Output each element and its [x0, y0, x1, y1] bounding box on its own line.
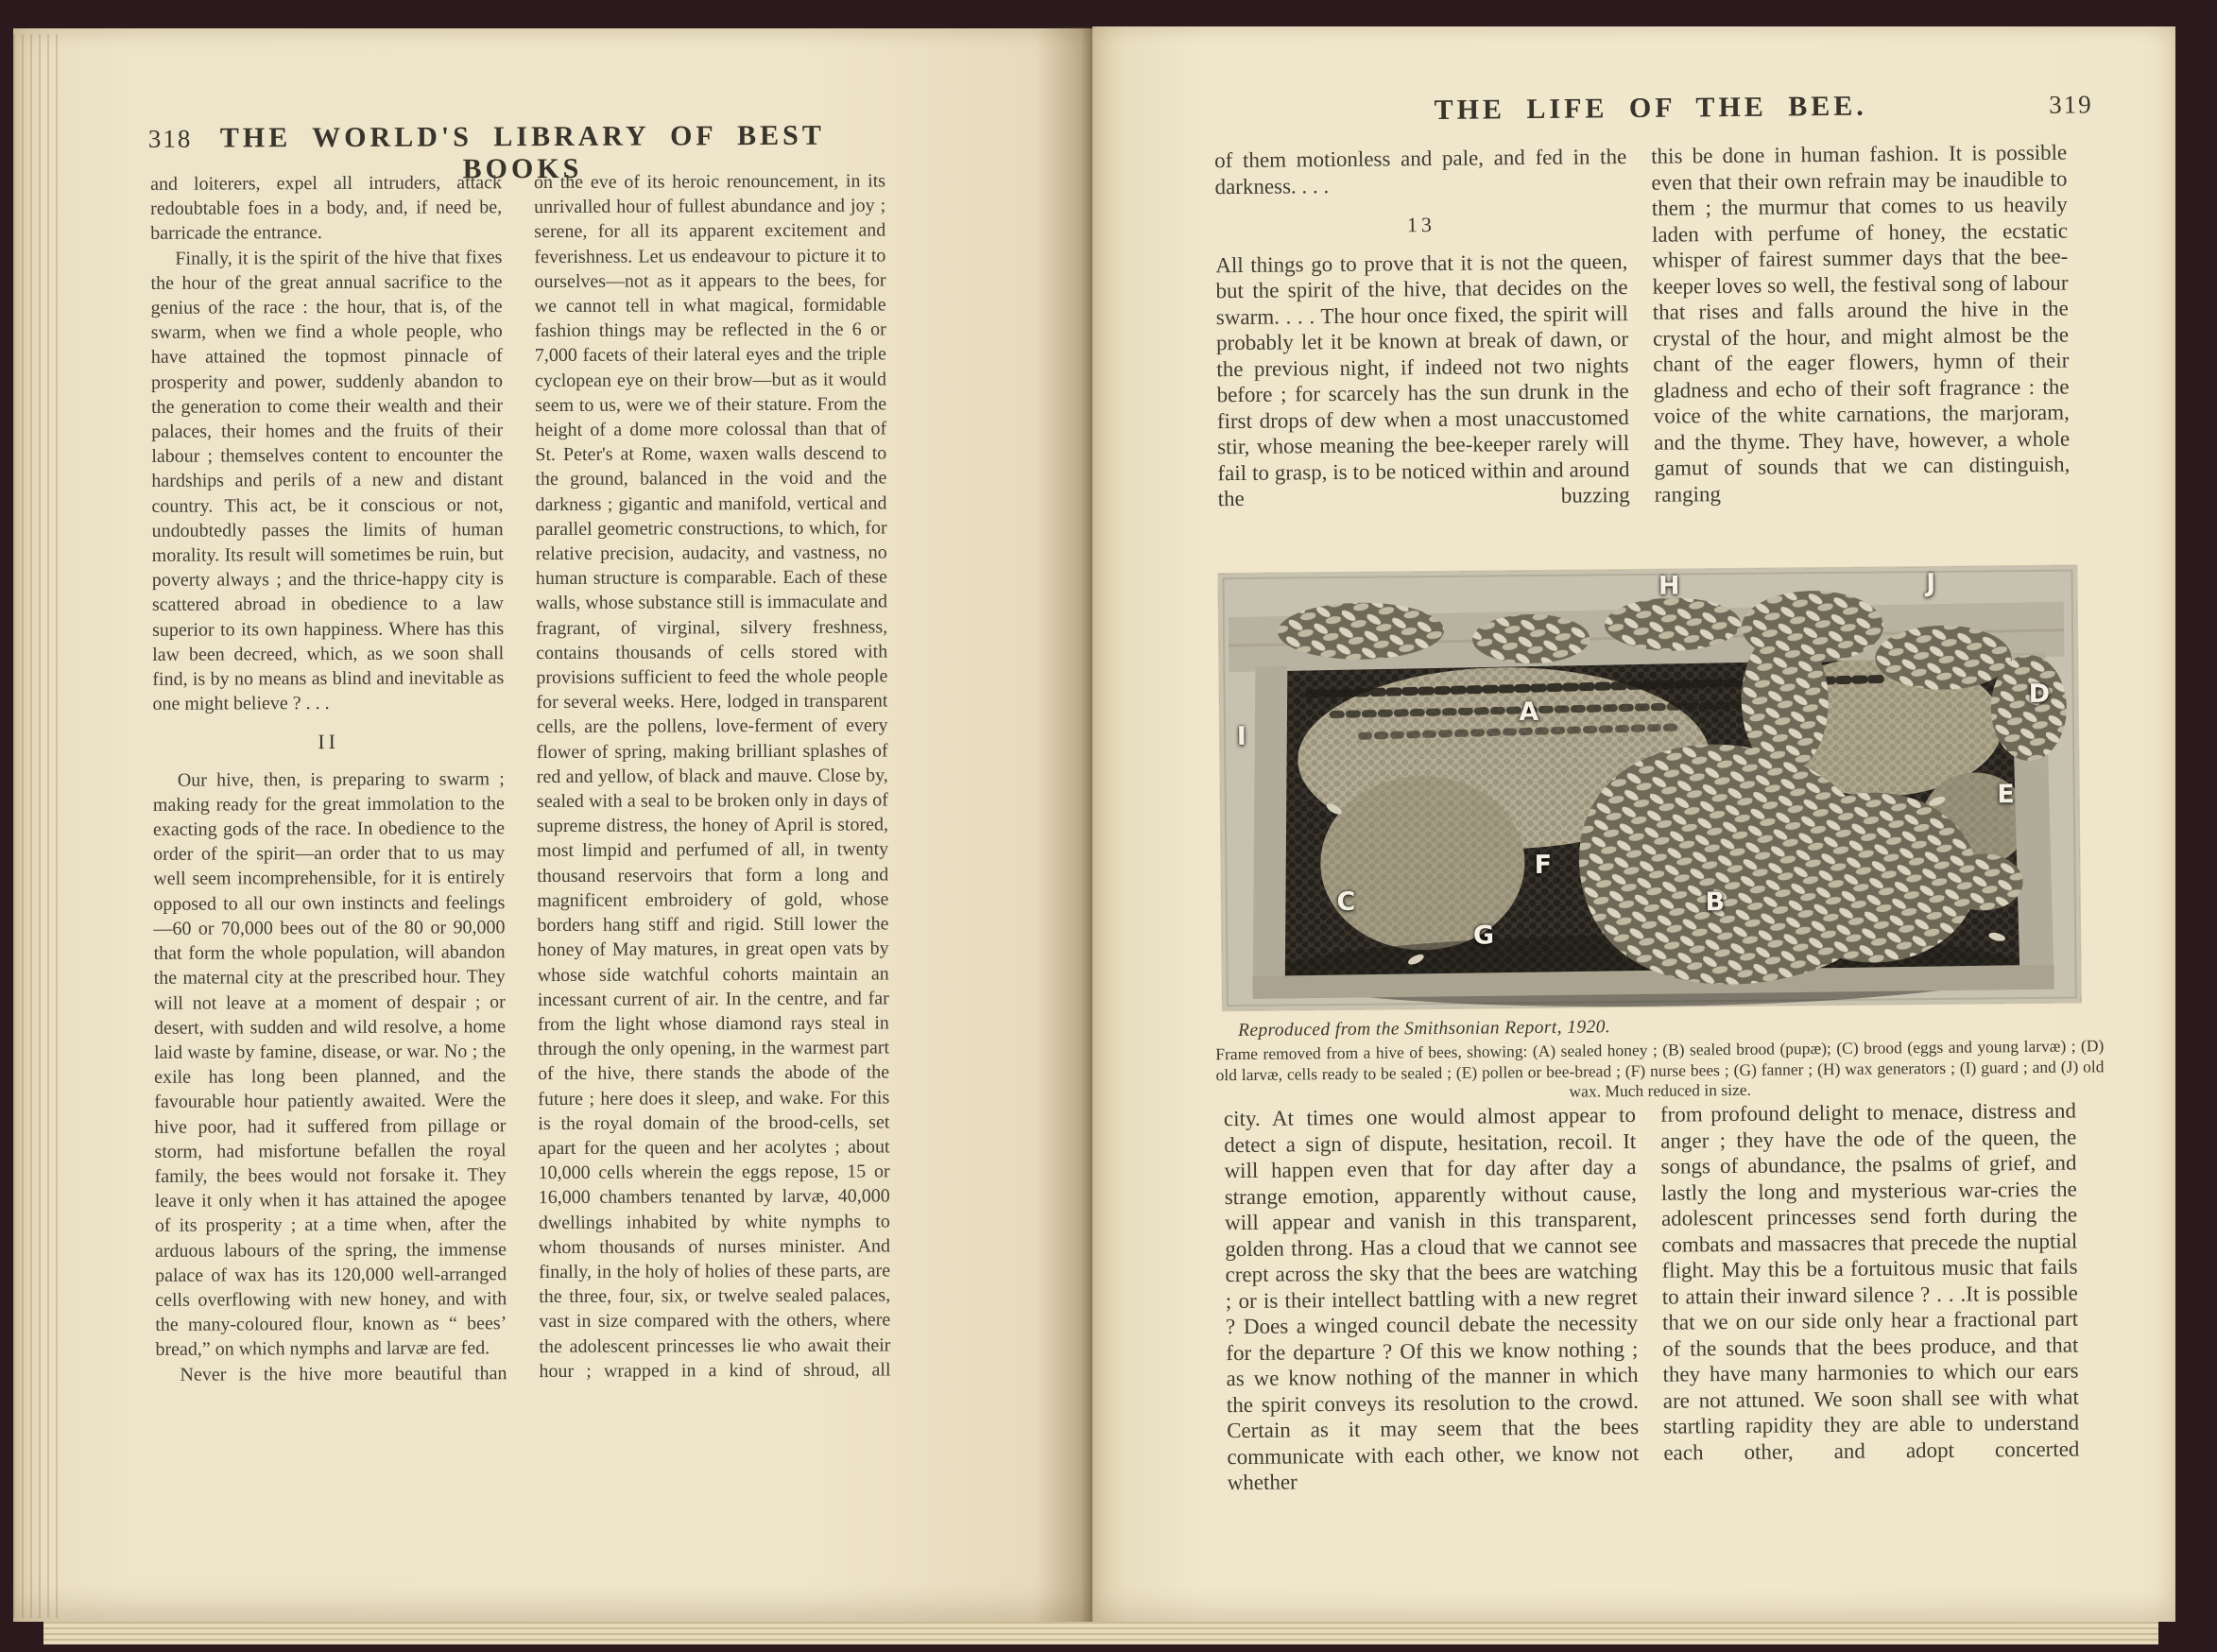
figure-label-g: G	[1472, 921, 1495, 951]
page-318	[13, 28, 1092, 1622]
figure-label-c: C	[1336, 886, 1356, 917]
right-page-top-columns	[1214, 140, 2071, 512]
paragraph: All things go to prove that it is not the queen, but the spirit of the hive, that decides on the swarm. . . . The hour once fixed, the spirit will probably let it be known at break of dawn, or the previous night, if indeed not two nights before ; for scarcely has the sun drunk in the first drops of dew when a most unaccustomed stir, whose meaning the bee-keeper rarely will fail to grasp, is to be noticed within and around the buzzing	[1215, 249, 1630, 511]
page-edge-stack-bottom	[43, 1622, 2158, 1644]
page-318-content	[9, 26, 1095, 1625]
right-page-number: 319	[2049, 90, 2093, 119]
figure-label-f: F	[1534, 850, 1553, 880]
left-page-number: 318	[147, 124, 193, 153]
bee-frame-photograph	[1218, 565, 2080, 1010]
section-heading-II: II	[318, 730, 339, 754]
bee-frame-photo-art	[1218, 565, 2080, 1010]
figure-label-j: J	[1926, 569, 1936, 599]
left-page-columns	[150, 168, 891, 1386]
right-running-title: THE LIFE OF THE BEE.	[1434, 90, 1868, 126]
paragraph: of them motionless and pale, and fed in the darkness. . . .	[1214, 145, 1627, 198]
right-top-column-2	[1651, 140, 2071, 508]
figure-label-i: I	[1236, 722, 1246, 752]
paragraph: from profound delight to menace, distress and anger ; they have the ode of the queen, the songs of abundance, the psalms of grief, and lastly the long and mysterious war-cries the adolescent princesses send forth during the combats and massacres that precede the nuptial flight. May this be a fortuitous music that fails to attain their inward silence ? . . .It is possible that we on our side only hear a fractional part of the sounds that the bees produce, and that they have many harmonies to which our ears are not attuned. We soon shall see with what startling rapidity they are able to understand each other, and adopt concerted	[1659, 1098, 2080, 1465]
paragraph: city. At times one would almost appear to detect a sign of dispute, hesitation, recoil. It will happen even that for day after day a strange emotion, apparently without cause, will appear and vanish in this transparent, golden throng. Has a cloud that we cannot see crept across the sky that the bees are watching ; or is their intellect battling with a new regret ? Does a winged council debate the necessity for the departure ? Of this we know nothing ; as we know nothing of the manner in which the spirit conveys its resolution to the crowd. Certain as it may seem that the bees communicate with each other, we know not whether	[1223, 1102, 1640, 1495]
figure-label-b: B	[1705, 887, 1726, 918]
paragraph: and loiterers, expel all intruders, attack redoubtable foes in a body, and, if need be, barricade the entrance.	[149, 172, 503, 245]
page-319	[1092, 26, 2175, 1622]
paragraph: on the eve of its heroic renouncement, in its unrivalled hour of fullest abundance and joy ; serene, for all its apparent excitement and feverishness. Let us endeavour to picture it to ourselves—not as it appears to the bees, for we cannot tell in what magical, formidable fashion things may be reflected in the 6 or 7,000 facets of their lateral eyes and the triple cyclopean eye on their brow—but as it would seem to us, were we of their stature. From the height of a dome more colossal than that of St. Peter's at Rome, waxen walls descend to the ground, balanced in the void and the darkness ; gigantic and manifold, vertical and parallel geometric constructions, to which, for relative precision, audacity, and vastness, no human structure is comparable. Each of these walls, whose substance still is immaculate and fragrant, of virginal, silvery freshness, contains thousands of cells stored with provisions sufficient to feed the whole people for several weeks. Here, lodged in transparent cells, are the pollens, love-ferment of every flower of spring, making brilliant splashes of red and yellow, of black and mauve. Close by, sealed with a seal to be broken only in days of supreme distress, the honey of April is stored, most limpid and perfumed of all, in twenty thousand reservoirs that form a long and magnificent embroidery of gold, whose borders hang stiff and rigid. Still lower the honey of May matures, in great open vats by whose side watchful cohorts maintain an incessant current of air. In the centre, and far from the light whose diamond rays steal in through the only opening, in the warmest part of the hive, there stands the abode of the future ; here does it sleep, and wake. For this is the royal domain of the brood-cells, set apart for the queen and her acolytes ; about 10,000 cells wherein the eggs repose, 15 or 16,000 chambers tenanted by larvæ, 40,000 dwellings inhabited by white nymphs to whom thousands of nurses minister. And finally, in the holy of holies of these parts, are the three, four, six, or twelve sealed palaces, vast in size compared with the others, where the adolescent princesses lie who await their hour ; wrapped in a kind of shroud, all	[533, 170, 891, 1382]
right-bottom-column-1	[1224, 1102, 1640, 1496]
paragraph: Our hive, then, is preparing to swarm ; making ready for the great immolation to the exacting gods of the race. In obedience to the order of the spirit—an order that to us may well seem incomprehensible, for it is entirely opposed to all our own instincts and feelings—60 or 70,000 bees out of the 80 or 90,000 that form the whole population, will abandon the maternal city at the prescribed hour. They will not leave at a moment of despair ; or desert, with sudden and wild resolve, a home laid waste by famine, disease, or war. No ; the exile has long been planned, and the favourable hour patiently awaited. Were the hive poor, had it suffered from pillage or storm, had misfortune befallen the royal family, the bees would not forsake it. They leave it only when it has attained the apogee of its prosperity ; at a time when, after the arduous labours of the spring, the immense palace of wax has its 120,000 well-arranged cells overflowing with new honey, and with the many-coloured flour, known as “ bees’ bread,” on which nymphs and larvæ are fed.	[152, 767, 507, 1361]
figure-label-a: A	[1519, 697, 1539, 728]
right-page-bottom-columns	[1224, 1098, 2080, 1496]
figure-label-d: D	[2028, 679, 2051, 710]
right-top-column-1	[1214, 144, 1630, 512]
section-heading-13: 13	[1406, 212, 1436, 237]
left-page-column-2	[534, 168, 891, 1385]
right-bottom-column-2	[1660, 1098, 2080, 1492]
left-page-column-1	[150, 170, 507, 1386]
header-spacer	[1209, 121, 1277, 122]
paragraph: Finally, it is the spirit of the hive that fixes the hour of the great annual sacrifice to the genius of the race : the hour, that is, of the swarm, when we find a whole people, who have attained the topmost pinnacle of prosperity and power, suddenly abandon to the generation to come their wealth and their palaces, their homes and the fruits of their labour ; themselves content to encounter the hardships and perils of a new and distant country. This act, be it conscious or not, undoubtedly passes the limits of human morality. Its result will sometimes be ruin, but poverty always ; and the thrice-happy city is scattered abroad in obedience to a law superior to its own happiness. Where has this law been decreed, which, as we soon shall find, is by no means as blind and inevitable as one might believe ? . . .	[150, 246, 505, 715]
figure-label-e: E	[1997, 780, 2015, 810]
figure-credit: Reproduced from the Smithsonian Report, 1920.	[1237, 1017, 1611, 1041]
figure-label-h: H	[1658, 571, 1680, 602]
page-319-content	[1085, 22, 2183, 1627]
figure-caption: Frame removed from a hive of bees, showing: (A) sealed honey ; (B) sealed brood (pupæ); (C) brood (eggs and young larvæ) ; (D) old larvæ, cells ready to be sealed ; (E) pollen or bee-bread ; (F) nurse bees ; (G) fanner ; (H) wax generators ; (I) guard ; and (J) old wax. Much reduced in size.	[1215, 1036, 2105, 1101]
left-running-title: THE WORLD'S LIBRARY OF BEST BOOKS	[219, 119, 825, 185]
right-running-header	[1209, 88, 2093, 129]
paragraph: this be done in human fashion. It is possible even that their own refrain may be inaudible to them ; the murmur that comes to us heavily laden with perfume of honey, the ecstatic whisper of fairest summer days that the bee-keeper loves so well, the festival song of labour that rises and falls around the hive in the crystal of the hour, and might almost be the chant of the eager flowers, hymn of their gladness and echo of their soft fragrance : the voice of the white carnations, the marjoram, and the thyme. They have, however, a whole gamut of sounds that we can distinguish, ranging	[1651, 140, 2071, 507]
paragraph: Never is the hive more beautiful than	[180, 1362, 507, 1385]
